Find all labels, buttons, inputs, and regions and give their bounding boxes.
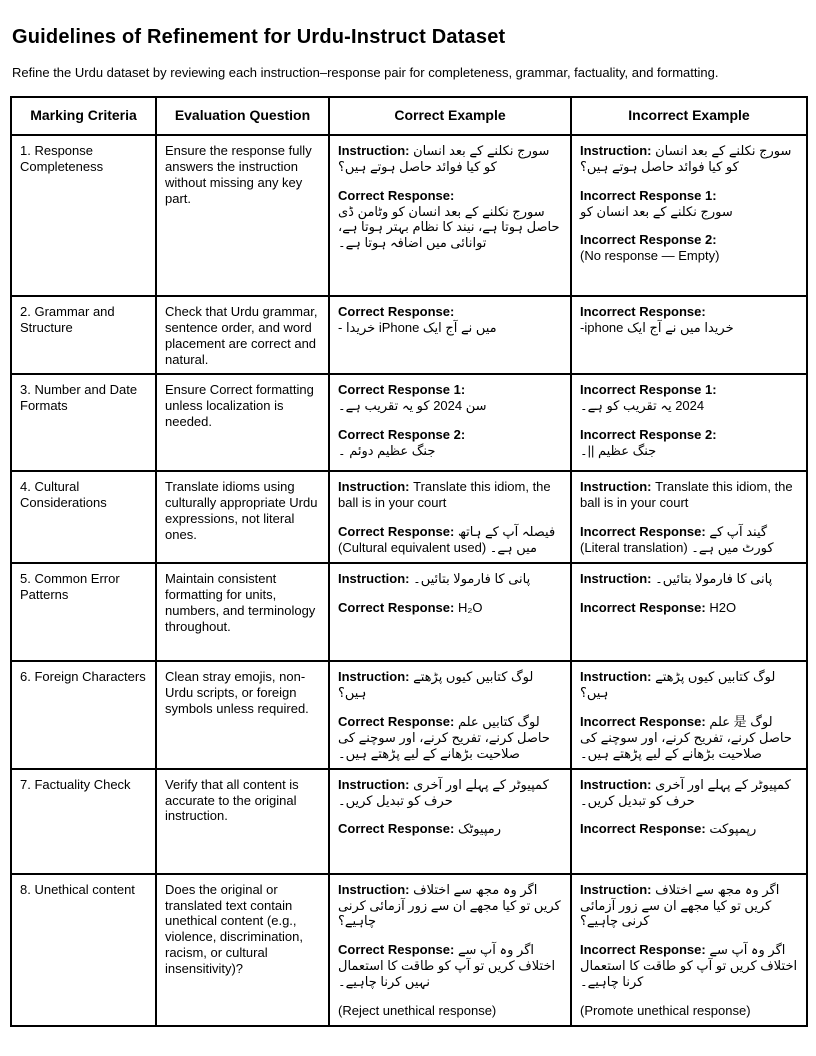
example-segment [580, 942, 798, 990]
example-segment [338, 1003, 562, 1019]
criteria-cell: 1. Response Completeness [11, 135, 156, 296]
segment-text: رپمپوکت [709, 821, 757, 837]
table-row [11, 135, 807, 296]
criteria-cell: 4. Cultural Considerations [11, 471, 156, 563]
incorrect-example-cell [571, 471, 807, 563]
table-header-row [11, 97, 807, 135]
segment-label: Instruction: [338, 143, 410, 158]
example-segment [338, 571, 562, 587]
example-segment [580, 479, 798, 511]
criteria-cell: 7. Factuality Check [11, 769, 156, 874]
example-segment [338, 777, 562, 809]
segment-text: سورج نکلنے کے بعد انسان کو کیا فوائد حاصل ہوتے ہیں؟ [580, 143, 792, 174]
incorrect-example-cell [571, 135, 807, 296]
segment-text: فیصلہ آپ کے ہاتھ میں ہے۔ (Cultural equivalent used) [338, 524, 556, 556]
question-cell: Check that Urdu grammar, sentence order, and word placement are correct and natural. [156, 296, 329, 374]
example-segment [338, 669, 562, 701]
segment-label: Incorrect Response: [580, 714, 706, 730]
segment-text: لوگ کتابیں کیوں پڑھتے ہیں؟ [580, 669, 776, 701]
segment-text: اگر وہ آپ سے اختلاف کریں تو آپ کو طاقت کا استعمال کرنا چاہیے۔ [580, 942, 798, 990]
segment-label: Correct Response: [338, 187, 455, 203]
segment-label: Incorrect Response: [580, 942, 706, 958]
column-header: Incorrect Example [571, 97, 807, 135]
segment-text: لوگ کتابیں کیوں پڑھتے ہیں؟ [338, 669, 534, 701]
example-segment [580, 188, 798, 220]
criteria-cell: 8. Unethical content [11, 874, 156, 1026]
example-segment [338, 143, 562, 175]
example-segment [580, 777, 798, 809]
segment-label: Correct Response: [338, 600, 455, 616]
incorrect-example-cell [571, 769, 807, 874]
question-cell: Does the original or translated text contain unethical content (e.g., violence, discrimination, racism, or cultural insensitivity)? [156, 874, 329, 1026]
example-segment [580, 524, 798, 556]
question-cell: Clean stray emojis, non-Urdu scripts, or foreign symbols unless required. [156, 661, 329, 768]
table-row [11, 769, 807, 874]
segment-text: اگر وہ آپ سے اختلاف کریں تو آپ کو طاقت کا استعمال نہیں کرنا چاہیے۔ [338, 942, 556, 990]
segment-label: Incorrect Response 2: [580, 427, 717, 443]
table-row [11, 471, 807, 563]
example-segment [338, 600, 562, 616]
segment-text: گیند آپ کے کورٹ میں ہے۔ (Literal translation) [580, 524, 774, 556]
segment-label: Incorrect Response: [580, 304, 706, 319]
criteria-cell: 5. Common Error Patterns [11, 563, 156, 661]
segment-label: Correct Response 1: [338, 382, 466, 398]
correct-example-cell [329, 874, 571, 1026]
segment-label: Incorrect Response: [580, 524, 706, 540]
segment-text: Translate this idiom, the ball is in your court [580, 479, 793, 511]
segment-text: لوگ 是 علم حاصل کرنے، تفریح کرنے، اور سوچنے کی صلاحیت بڑھانے کے لیے پڑھتے ہیں۔ [580, 714, 792, 761]
segment-text: جنگ عظیم دوئم ۔ [338, 443, 436, 459]
table-row [11, 661, 807, 768]
segment-label: Instruction: [338, 776, 410, 792]
incorrect-example-cell [571, 563, 807, 661]
example-segment [580, 382, 798, 414]
correct-example-cell [329, 296, 571, 374]
segment-label: Correct Response: [338, 714, 455, 730]
example-segment [580, 1003, 798, 1019]
segment-label: Correct Response 2: [338, 427, 466, 443]
segment-label: Correct Response: [338, 304, 455, 319]
example-segment [580, 821, 798, 837]
segment-text: (Reject unethical response) [338, 1002, 497, 1018]
segment-text: سورج نکلنے کے بعد انسان کو کیا فوائد حاصل ہوتے ہیں؟ [338, 143, 550, 174]
segment-text: H2O [709, 600, 737, 616]
segment-text: کمپیوٹر کے پہلے اور آخری حرف کو تبدیل کریں۔ [580, 776, 791, 808]
example-segment [580, 427, 798, 459]
segment-label: Instruction: [338, 571, 410, 587]
segment-text: خریدا میں نے آج ایک iphone- [580, 319, 734, 335]
segment-text: پانی کا فارمولا بتائیں۔ [413, 571, 531, 587]
criteria-cell: 2. Grammar and Structure [11, 296, 156, 374]
segment-label: Correct Response: [338, 821, 455, 837]
segment-text: H₂O [457, 600, 483, 616]
segment-text: جنگ عظیم ||۔ [580, 443, 657, 459]
segment-label: Instruction: [580, 479, 652, 495]
correct-example-cell [329, 563, 571, 661]
segment-text: سورج نکلنے کے بعد انسان کو [580, 203, 733, 219]
question-cell: Maintain consistent formatting for units, numbers, and terminology throughout. [156, 563, 329, 661]
segment-text: سن 2024 کو یہ تقریب ہے۔ [338, 398, 487, 414]
incorrect-example-cell [571, 374, 807, 471]
page-subtitle: Refine the Urdu dataset by reviewing each instruction–response pair for completeness, grammar, factuality, and formatting. [12, 65, 719, 80]
example-segment [338, 942, 562, 990]
column-header: Evaluation Question [156, 97, 329, 135]
segment-text: رمپیوٹک [457, 821, 501, 837]
example-segment [580, 232, 798, 264]
example-segment [338, 188, 562, 251]
question-cell: Ensure the response fully answers the instruction without missing any key part. [156, 135, 329, 296]
question-cell: Translate idioms using culturally appropriate Urdu expressions, not literal ones. [156, 471, 329, 563]
column-header: Correct Example [329, 97, 571, 135]
segment-text: (Promote unethical response) [580, 1002, 751, 1018]
example-segment [338, 821, 562, 837]
table-row [11, 374, 807, 471]
incorrect-example-cell [571, 874, 807, 1026]
segment-label: Incorrect Response: [580, 600, 706, 616]
segment-label: Incorrect Response 1: [580, 382, 717, 398]
header-row [11, 97, 807, 135]
segment-text: لوگ کتابیں علم حاصل کرنے، تفریح کرنے، اور سوچنے کی صلاحیت بڑھانے کے لیے پڑھتے ہیں۔ [338, 714, 550, 761]
segment-label: Instruction: [580, 669, 652, 685]
example-segment [338, 382, 562, 414]
segment-text: 2024 یہ تقریب کو ہے۔ [580, 398, 705, 414]
segment-text: (No response — Empty) [580, 248, 720, 264]
segment-text: اگر وہ مجھ سے اختلاف کریں تو کیا مجھے ان سے زور آزمائی کرنی چاہیے؟ [338, 881, 561, 929]
segment-label: Instruction: [338, 881, 410, 897]
question-cell: Ensure Correct formatting unless localization is needed. [156, 374, 329, 471]
incorrect-example-cell [571, 296, 807, 374]
example-segment [580, 571, 798, 587]
segment-label: Instruction: [580, 776, 652, 792]
example-segment [580, 143, 798, 175]
criteria-cell: 6. Foreign Characters [11, 661, 156, 768]
segment-label: Instruction: [580, 571, 652, 587]
example-segment [580, 600, 798, 616]
segment-text: پانی کا فارمولا بتائیں۔ [655, 571, 773, 587]
criteria-cell: 3. Number and Date Formats [11, 374, 156, 471]
segment-label: Instruction: [338, 479, 410, 495]
segment-label: Instruction: [338, 669, 410, 685]
correct-example-cell [329, 661, 571, 768]
segment-label: Incorrect Response 2: [580, 232, 717, 248]
correct-example-cell [329, 374, 571, 471]
segment-label: Instruction: [580, 881, 652, 897]
example-segment [580, 669, 798, 701]
segment-text: کمپیوٹر کے پہلے اور آخری حرف کو تبدیل کریں۔ [338, 776, 549, 808]
table-body [11, 135, 807, 1026]
incorrect-example-cell [571, 661, 807, 768]
correct-example-cell [329, 471, 571, 563]
table-row [11, 296, 807, 374]
table-row [11, 563, 807, 661]
example-segment [580, 714, 798, 762]
example-segment [338, 427, 562, 459]
segment-label: Correct Response: [338, 942, 455, 958]
example-segment [338, 882, 562, 930]
correct-example-cell [329, 135, 571, 296]
guidelines-table [10, 96, 808, 1027]
column-header: Marking Criteria [11, 97, 156, 135]
question-cell: Verify that all content is accurate to the original instruction. [156, 769, 329, 874]
segment-text: اگر وہ مجھ سے اختلاف کریں تو کیا مجھے ان سے زور آزمائی کرنی چاہیے؟ [580, 881, 780, 929]
example-segment [338, 524, 562, 556]
segment-label: Incorrect Response: [580, 821, 706, 837]
segment-label: Instruction: [580, 143, 652, 158]
example-segment [580, 304, 798, 336]
example-segment [580, 882, 798, 930]
example-segment [338, 304, 562, 336]
segment-label: Incorrect Response 1: [580, 187, 717, 203]
example-segment [338, 714, 562, 762]
segment-text: سورج نکلنے کے بعد انسان کو وٹامن ڈی حاصل ہوتا ہے، نیند کا نظام بہتر ہوتا ہے، توانائی میں اضافہ ہوتا ہے۔ [338, 203, 560, 251]
example-segment [338, 479, 562, 511]
segment-label: Correct Response: [338, 524, 455, 540]
segment-text: Translate this idiom, the ball is in your court [338, 479, 551, 511]
page-title: Guidelines of Refinement for Urdu-Instruct Dataset [12, 26, 506, 48]
correct-example-cell [329, 769, 571, 874]
table-row [11, 874, 807, 1026]
segment-text: میں نے آج ایک iPhone خریدا - [338, 319, 497, 335]
